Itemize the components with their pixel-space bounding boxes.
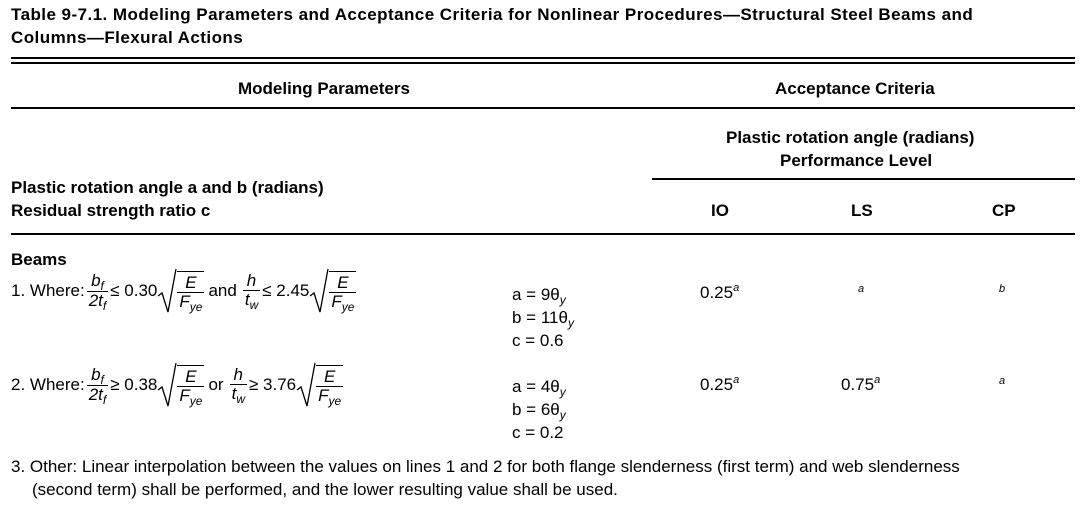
row2-sqrt-e-fye-2: $\frac{E}{F_{ye}}$ bbox=[296, 362, 343, 408]
row1-ls-value: a bbox=[858, 283, 865, 295]
row1-criteria bbox=[11, 266, 356, 316]
row2-fraction-bf-2tf: $\frac{b_f}{2t_f}$ bbox=[88, 364, 107, 407]
row2-param-a: $a = 4\theta_y$ bbox=[512, 377, 566, 399]
row2-param-b: $b = 6\theta_y$ bbox=[512, 400, 566, 422]
col-header-cp: CP bbox=[992, 201, 1016, 220]
row2-connector: or bbox=[208, 375, 224, 394]
row1-label: 1. Where: bbox=[11, 281, 85, 300]
row1-param-b: $b = 11\theta_y$ bbox=[512, 308, 574, 330]
header-left-line2: Residual strength ratio c bbox=[11, 201, 211, 220]
row1-parameters bbox=[512, 284, 574, 352]
header-acceptance-criteria: Acceptance Criteria bbox=[775, 79, 935, 98]
row2-fraction-h-tw: $\frac{h}{t_w}$ bbox=[231, 365, 245, 406]
row2-cp-value: a bbox=[999, 375, 1006, 387]
row2-ls-value: 0.75$^a$ bbox=[841, 374, 881, 394]
row2-relation2: ≥ 3.76 bbox=[248, 375, 297, 394]
row2-sqrt-e-fye-1: $\frac{E}{F_{ye}}$ bbox=[157, 362, 204, 408]
row2-label: 2. Where: bbox=[11, 375, 85, 394]
row2-parameters bbox=[512, 376, 566, 444]
top-rule-lower bbox=[11, 62, 1075, 64]
row1-cp-value: b bbox=[999, 283, 1006, 295]
performance-level-rule bbox=[652, 178, 1075, 180]
note3-line1: 3. Other: Linear interpolation between the values on lines 1 and 2 for both flange slenderness (first term) and web slenderness bbox=[11, 457, 960, 476]
row1-io-value: 0.25$^a$ bbox=[700, 282, 740, 302]
row1-relation2: ≤ 2.45 bbox=[262, 281, 310, 300]
row1-fraction-h-tw: $\frac{h}{t_w}$ bbox=[244, 271, 259, 312]
row1-sqrt-e-fye-1: $\frac{E}{F_{ye}}$ bbox=[157, 268, 204, 314]
row1-connector: and bbox=[208, 281, 237, 300]
row2-relation1: ≥ 0.38 bbox=[110, 375, 158, 394]
row1-relation1: ≤ 0.30 bbox=[110, 281, 158, 300]
top-rule-upper bbox=[11, 57, 1075, 59]
note3-line2: (second term) shall be performed, and the lower resulting value shall be used. bbox=[32, 480, 618, 499]
header-plastic-rotation-radians: Plastic rotation angle (radians) bbox=[726, 128, 975, 147]
header-left-line1: Plastic rotation angle a and b (radians) bbox=[11, 178, 324, 197]
header-performance-level: Performance Level bbox=[780, 151, 933, 170]
row1-param-a: $a = 9\theta_y$ bbox=[512, 285, 566, 307]
table-title-line2: Columns—Flexural Actions bbox=[11, 28, 244, 47]
row2-io-value: 0.25$^a$ bbox=[700, 374, 740, 394]
header-rule bbox=[11, 107, 1075, 109]
col-header-ls: LS bbox=[851, 201, 873, 220]
row2-criteria bbox=[11, 360, 343, 410]
row1-param-c: c = 0.6 bbox=[512, 331, 564, 350]
table-title-line1: Table 9-7.1. Modeling Parameters and Acceptance Criteria for Nonlinear Procedures—Structural Steel Beams and bbox=[11, 5, 974, 24]
row1-sqrt-e-fye-2: $\frac{E}{F_{ye}}$ bbox=[309, 268, 356, 314]
row2-param-c: c = 0.2 bbox=[512, 423, 564, 442]
header-modeling-parameters: Modeling Parameters bbox=[238, 79, 410, 98]
row1-fraction-bf-2tf: $\frac{b_f}{2t_f}$ bbox=[88, 270, 107, 313]
header-bottom-rule bbox=[11, 233, 1075, 235]
section-beams: Beams bbox=[11, 250, 67, 269]
col-header-io: IO bbox=[711, 201, 729, 220]
